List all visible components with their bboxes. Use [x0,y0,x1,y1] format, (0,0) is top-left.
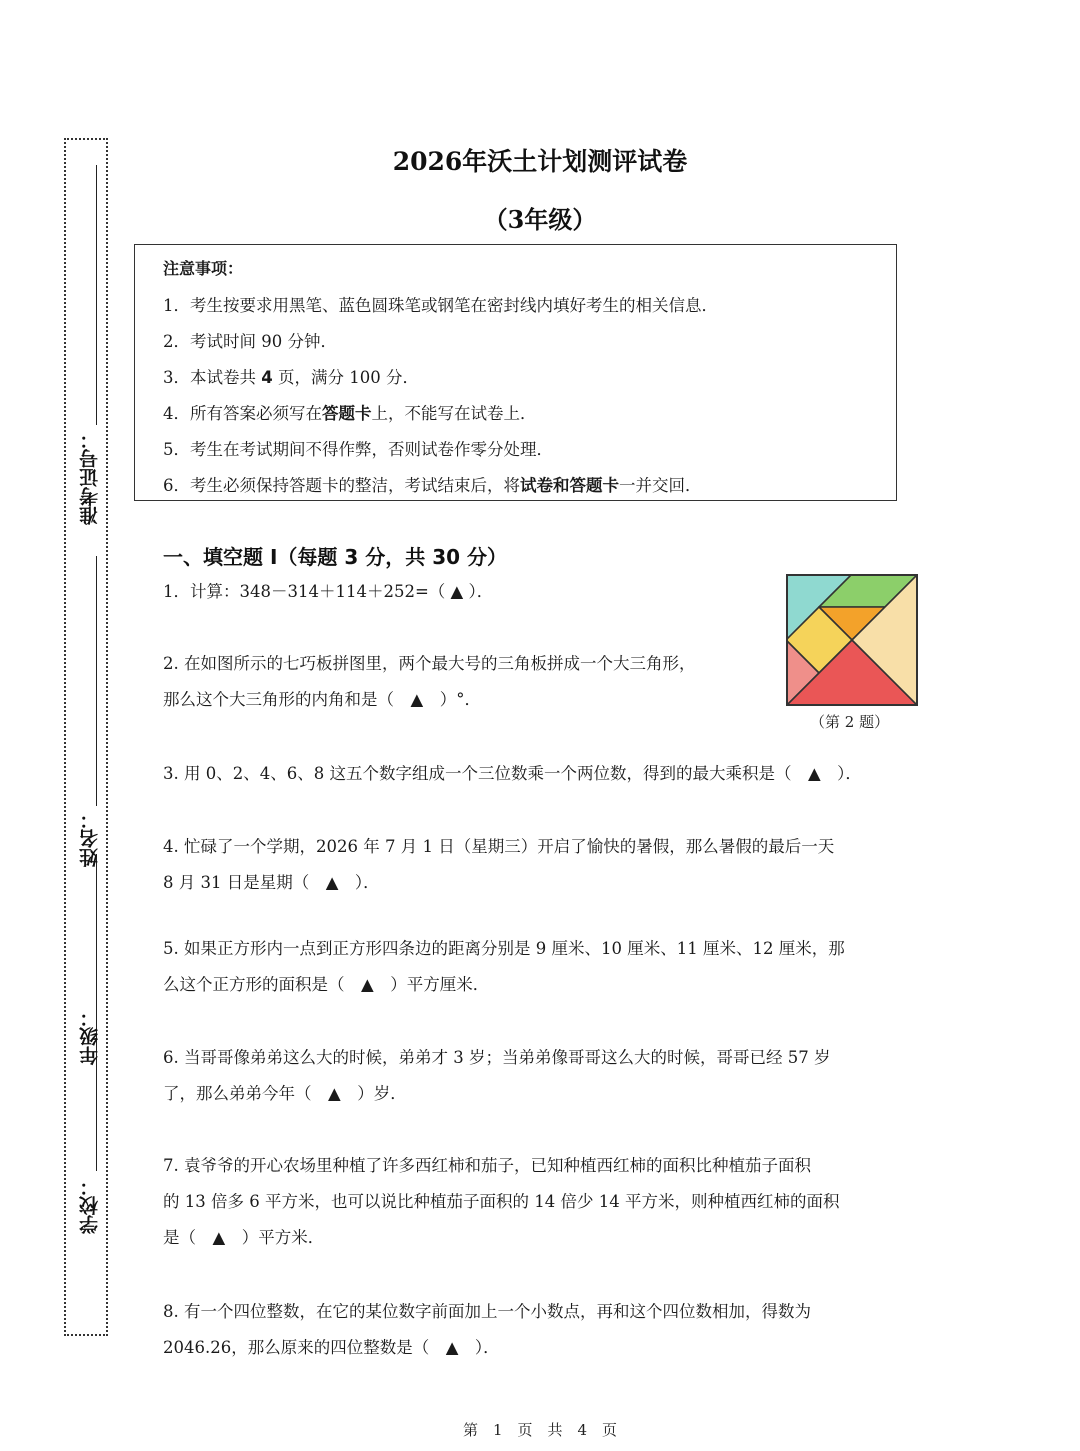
question-7 [163,1148,839,1256]
question-line: 6. 当哥哥像弟弟这么大的时候，弟弟才 3 岁；当弟弟像哥哥这么大的时候，哥哥已经 57 岁 [163,1048,831,1067]
question-line: 2046.26，那么原来的四位整数是（ ▲ ）． [163,1338,500,1357]
notice-item [163,468,896,504]
notice-emphasis: 答题卡 [322,404,372,423]
question-line: 8. 有一个四位整数，在它的某位数字前面加上一个小数点，再和这个四位数相加，得数为 [163,1302,811,1321]
question-4 [163,829,834,901]
question-3 [163,756,862,792]
page-subtitle: （3年级） [483,205,597,234]
question-line: 的 13 倍多 6 平方米，也可以说比种植茄子面积的 14 倍少 14 平方米，则种植西红柿的面积 [163,1192,840,1211]
question-line: 1．计算：348－314＋114＋252=（ ▲ ）． [163,582,494,601]
notice-item: 2．考试时间 90 分钟． [163,332,337,351]
question-line: 5. 如果正方形内一点到正方形四条边的距离分别是 9 厘米、10 厘米、11 厘米、12 厘米，那 [163,939,845,958]
notice-box [134,244,897,501]
question-1 [163,574,493,610]
question-line: 2. 在如图所示的七巧板拼图里，两个最大号的三角板拼成一个大三角形， [163,654,696,673]
seal-label-school: 学校： [79,1177,101,1234]
question-line: 7. 袁爷爷的开心农场里种植了许多西红柿和茄子，已知种植西红柿的面积比种植茄子面积 [163,1156,811,1175]
notice-item [163,396,896,432]
seal-line-grade [96,854,97,1004]
seal-label-name: 姓名： [79,810,101,867]
question-8 [163,1294,811,1366]
figure-caption: （第 2 题） [810,713,890,731]
seal-line-name [96,556,97,806]
binding-strip [64,138,108,1336]
notice-text: 一并交回． [619,476,702,495]
notice-text: 6．考生必须保持答题卡的整洁，考试结束后，将 [163,476,520,495]
notice-item [163,360,896,396]
section-heading: 一、填空题 I（每题 3 分，共 30 分） [163,545,508,569]
question-2 [163,646,696,718]
notice-emphasis: 4 [261,368,273,387]
notice-text: 4．所有答案必须写在 [163,404,322,423]
question-line: 是（ ▲ ）平方米． [163,1228,325,1247]
question-line: 那么这个大三角形的内角和是（ ▲ ）°． [163,690,481,709]
notice-text: 页，满分 100 分． [272,368,419,387]
page-footer: 第 1 页 共 4 页 [462,1421,618,1439]
question-5 [163,931,845,1003]
notice-text: 3．本试卷共 [163,368,262,387]
question-6 [163,1040,830,1112]
question-line: 8 月 31 日是星期（ ▲ ）． [163,873,380,892]
question-line: 3. 用 0、2、4、6、8 这五个数字组成一个三位数乘一个两位数，得到的最大乘积是（ ▲ ）． [163,764,862,783]
seal-label-grade: 年级： [79,1008,101,1065]
page-title: 2026年沃土计划测评试卷 [392,147,688,176]
notice-heading: 注意事项： [163,259,244,278]
question-line: 了，那么弟弟今年（ ▲ ）岁． [163,1084,407,1103]
notice-emphasis: 试卷和答题卡 [520,476,619,495]
notice-text: 上，不能写在试卷上． [371,404,537,423]
tangram-figure [786,574,918,706]
notice-item: 1．考生按要求用黑笔、蓝色圆珠笔或钢笔在密封线内填好考生的相关信息． [163,296,718,315]
seal-label-exam-id: 准考证号： [79,430,101,525]
question-line: 么这个正方形的面积是（ ▲ ）平方厘米． [163,975,490,994]
notice-item: 5．考生在考试期间不得作弊，否则试卷作零分处理． [163,440,553,459]
question-line: 4. 忙碌了一个学期，2026 年 7 月 1 日（星期三）开启了愉快的暑假，那么暑假的最后一天 [163,837,835,856]
